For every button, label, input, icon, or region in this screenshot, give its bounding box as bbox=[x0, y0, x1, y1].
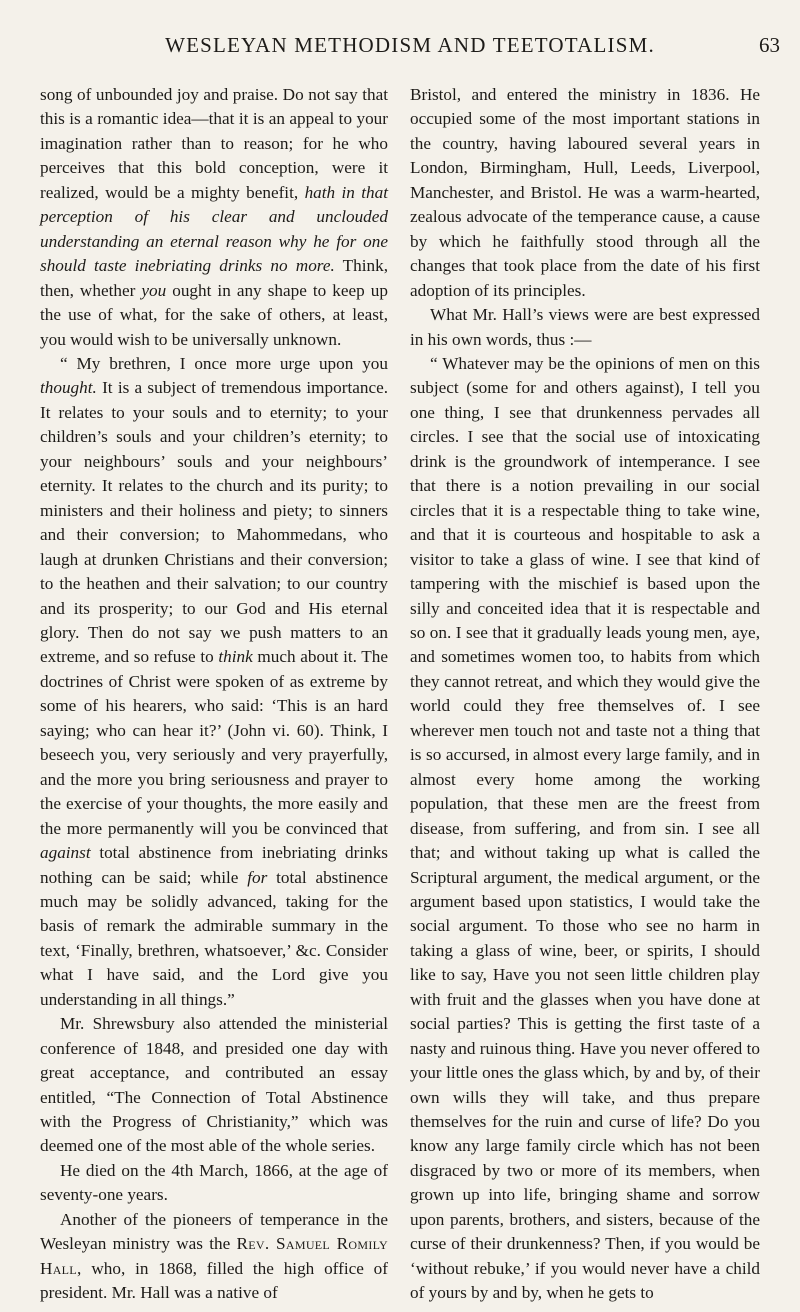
text-run: total abstinence much may be solidly advanced, taking for the basis of remark the admirable summary in the text, ‘Finally, brethren, whatsoever,’ &c. Consider what I have said, and the Lord give you understanding in all things.” bbox=[40, 867, 388, 1009]
paragraph: “ Whatever may be the opinions of men on this subject (some for and others against), I tell you one thing, I see that drunkenness pervades all circles. I see that the social use of intoxicating drink is the groundwork of intemperance. I see that there is a notion prevailing in our social circles that it is a respectable thing to take wine, and that it is courteous and hospitable to ask a visitor to take a glass of wine. I see that kind of tampering with the mischief is based upon the silly and conceited idea that it is respectable and so on. I see that it gradually leads young men, aye, and sometimes women too, to habits from which they cannot retreat, and which they would give the world could they free themselves of. I see wherever men touch not and taste not a thing that is so accursed, in almost every large family, and in almost every home among the working population, that these men are the freest from disease, from suffering, and from sin. I see all that; and without taking up what is called the Scriptural argument, the medical argument, or the argument based upon statistics, I would take the social argument. To those who see no harm in taking a glass of wine, beer, or spirits, I should like to say, Have you not seen little children play with fruit and the glasses when you have done at social parties? This is getting the first taste of a nasty and ruinous thing. Have you never offered to your little ones the glass which, by and by, of their own wills they will take, and thus prepare themselves for the ruin and curse of life? Do you know any large family circle which has not been disgraced by two or more of its members, when grown up into life, bringing shame and sorrow upon parents, brothers, and sisters, because of the curse of their drunkenness? Then, if you would be ‘without rebuke,’ if you would never have a child of yours by and by, when he gets to bbox=[410, 353, 760, 1303]
italic-text: for bbox=[247, 867, 268, 887]
text-run: ought in any shape to keep up the use of what, for the sake of others, at least, you would wish to be universally unknown. bbox=[40, 280, 388, 349]
italic-text: against bbox=[40, 843, 91, 863]
page-number: 63 bbox=[759, 33, 780, 57]
paragraph: What Mr. Hall’s views were are best expressed in his own words, thus :— bbox=[410, 305, 760, 349]
text-run: total abstinence from inebriating drinks nothing can be said; while bbox=[40, 843, 388, 887]
text-run: Another of the pioneers of temperance in the Wesleyan ministry was the bbox=[40, 1209, 388, 1254]
text-run: “ My brethren, I once more urge upon you bbox=[60, 353, 388, 373]
paragraph bbox=[40, 352, 388, 1012]
running-head bbox=[40, 33, 780, 63]
italic-text: you bbox=[141, 280, 167, 300]
text-run: Think, then, whether bbox=[40, 256, 388, 300]
text-run: It is a subject of tremendous importance. It relates to your souls and to eternity; to your children’s souls and your children’s eternity; to your neighbours’ souls and your neighbours’ eternity. It relates to the church and its purity; to ministers and their holiness and piety; to sinners and their conversion; to Mahommedans, who laugh at drunken Christians and their conversion; to the heathen and their salvation; to our country and its prosperity; to our God and His eternal glory. Then do not say we push matters to an extreme, and so refuse to bbox=[40, 378, 388, 667]
italic-text: thought. bbox=[40, 378, 97, 398]
paragraph: He died on the 4th March, 1866, at the age of seventy-one years. bbox=[40, 1160, 388, 1205]
text-run: song of unbounded joy and praise. Do not say that this is a romantic idea—that it is an appeal to your imagination rather than to reason; for he who perceives that this bold conception, were it realized, would be a mighty benefit, bbox=[40, 85, 388, 202]
paragraph-continued: Bristol, and entered the ministry in 1836. He occupied some of the most important stations in the country, having laboured several years in London, Birmingham, Hull, Leeds, Liverpool, Manchester, and Bristol. He was a warm-hearted, zealous advocate of the temperance cause, a cause by which he faithfully stood through all the changes that took place from the date of his first adoption of its principles. bbox=[410, 85, 760, 300]
paragraph: Mr. Shrewsbury also attended the ministerial conference of 1848, and presided one day with great acceptance, and contributed an essay entitled, “The Connection of Total Abstinence with the Progress of Christianity,” which was deemed one of the most able of the whole series. bbox=[40, 1014, 388, 1156]
text-run: much about it. The doctrines of Christ were spoken of as extreme by some of his hearers, who said: ‘This is an hard saying; who can hear it?’ (John vi. 60). Think, I beseech you, very seriously and very prayerfully, and the more you bring seriousness and prayer to the exercise of your thoughts, the more easily and the more permanently will you be convinced that bbox=[40, 647, 388, 838]
right-column bbox=[410, 83, 760, 1306]
left-column bbox=[40, 83, 388, 1306]
paragraph bbox=[40, 1208, 388, 1306]
italic-text: hath in that perception of his clear and unclouded understanding an eternal reason why he for one should taste inebriating drinks no more. bbox=[40, 182, 389, 276]
small-caps-name: Rev. Samuel Romily Hall, bbox=[40, 1234, 389, 1278]
paragraph-continued bbox=[40, 83, 388, 352]
italic-text: think bbox=[218, 647, 253, 667]
running-title: WESLEYAN METHODISM AND TEETOTALISM. bbox=[165, 33, 655, 57]
text-run: who, in 1868, filled the high office of president. Mr. Hall was a native of bbox=[40, 1258, 388, 1303]
